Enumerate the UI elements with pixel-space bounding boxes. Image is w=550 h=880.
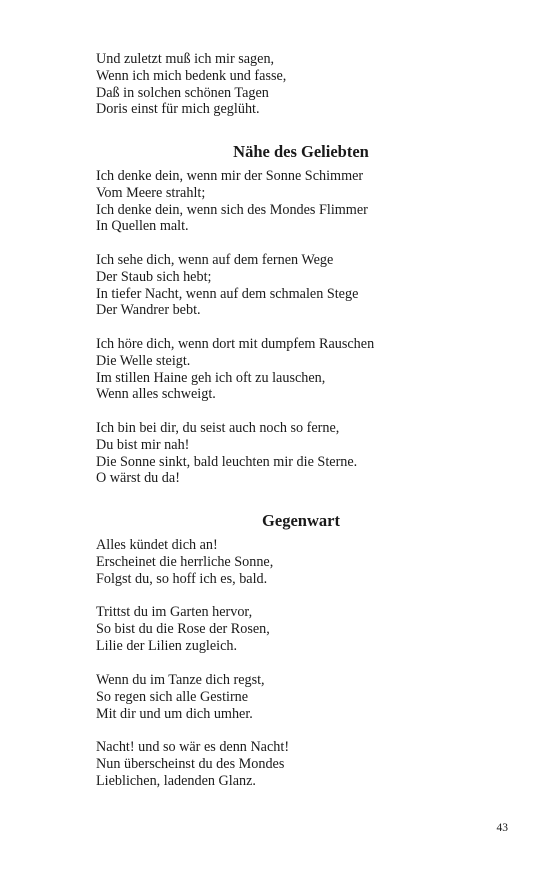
verse-line: In Quellen malt. xyxy=(96,218,189,235)
verse-line: Erscheinet die herrliche Sonne, xyxy=(96,553,274,570)
verse-line: Ich bin bei dir, du seist auch noch so ferne, xyxy=(96,420,340,436)
poem-title: Nähe des Geliebten xyxy=(233,142,369,161)
verse-line: Doris einst für mich geglüht. xyxy=(96,101,260,118)
poem-title: Gegenwart xyxy=(262,511,340,530)
verse-line: Ich denke dein, wenn mir der Sonne Schimmer xyxy=(96,168,364,184)
verse-line: Wenn ich mich bedenk und fasse, xyxy=(96,67,287,84)
verse-line: Der Wandrer bebt. xyxy=(96,302,201,319)
verse-line: Und zuletzt muß ich mir sagen, xyxy=(96,51,275,67)
opening-stanza xyxy=(96,51,426,118)
verse-line: Lilie der Lilien zugleich. xyxy=(96,637,238,654)
verse-line: Ich sehe dich, wenn auf dem fernen Wege xyxy=(96,252,334,268)
poem-stanza xyxy=(96,604,426,654)
verse-line: So regen sich alle Gestirne xyxy=(96,688,249,705)
verse-line: Mit dir und um dich umher. xyxy=(96,705,253,722)
verse-line: Ich höre dich, wenn dort mit dumpfem Rauschen xyxy=(96,336,375,352)
verse-line: Daß in solchen schönen Tagen xyxy=(96,84,269,101)
poem-stanza xyxy=(96,252,426,319)
page-number: 43 xyxy=(496,822,508,834)
verse-line: Nun überscheinst du des Mondes xyxy=(96,755,285,772)
poem-stanza xyxy=(96,420,426,487)
verse-line: So bist du die Rose der Rosen, xyxy=(96,620,270,637)
poem-stanza xyxy=(96,336,426,403)
verse-line: Im stillen Haine geh ich oft zu lauschen, xyxy=(96,369,326,386)
poem-stanza xyxy=(96,537,426,587)
verse-line: Du bist mir nah! xyxy=(96,436,190,453)
verse-line: Wenn alles schweigt. xyxy=(96,386,216,403)
verse-line: Vom Meere strahlt; xyxy=(96,184,206,201)
verse-line: In tiefer Nacht, wenn auf dem schmalen Stege xyxy=(96,285,359,302)
verse-line: Trittst du im Garten hervor, xyxy=(96,604,253,620)
verse-line: O wärst du da! xyxy=(96,470,180,487)
verse-line: Die Sonne sinkt, bald leuchten mir die Sterne. xyxy=(96,453,358,470)
verse-line: Folgst du, so hoff ich es, bald. xyxy=(96,570,268,587)
poem-stanza xyxy=(96,672,426,722)
verse-line: Lieblichen, ladenden Glanz. xyxy=(96,772,256,789)
verse-line: Die Welle steigt. xyxy=(96,352,191,369)
poem-stanza xyxy=(96,168,426,235)
verse-line: Alles kündet dich an! xyxy=(96,537,218,553)
verse-line: Wenn du im Tanze dich regst, xyxy=(96,672,265,688)
verse-line: Nacht! und so wär es denn Nacht! xyxy=(96,739,290,755)
verse-line: Ich denke dein, wenn sich des Mondes Flimmer xyxy=(96,201,368,218)
verse-line: Der Staub sich hebt; xyxy=(96,268,212,285)
poem-stanza xyxy=(96,739,426,789)
